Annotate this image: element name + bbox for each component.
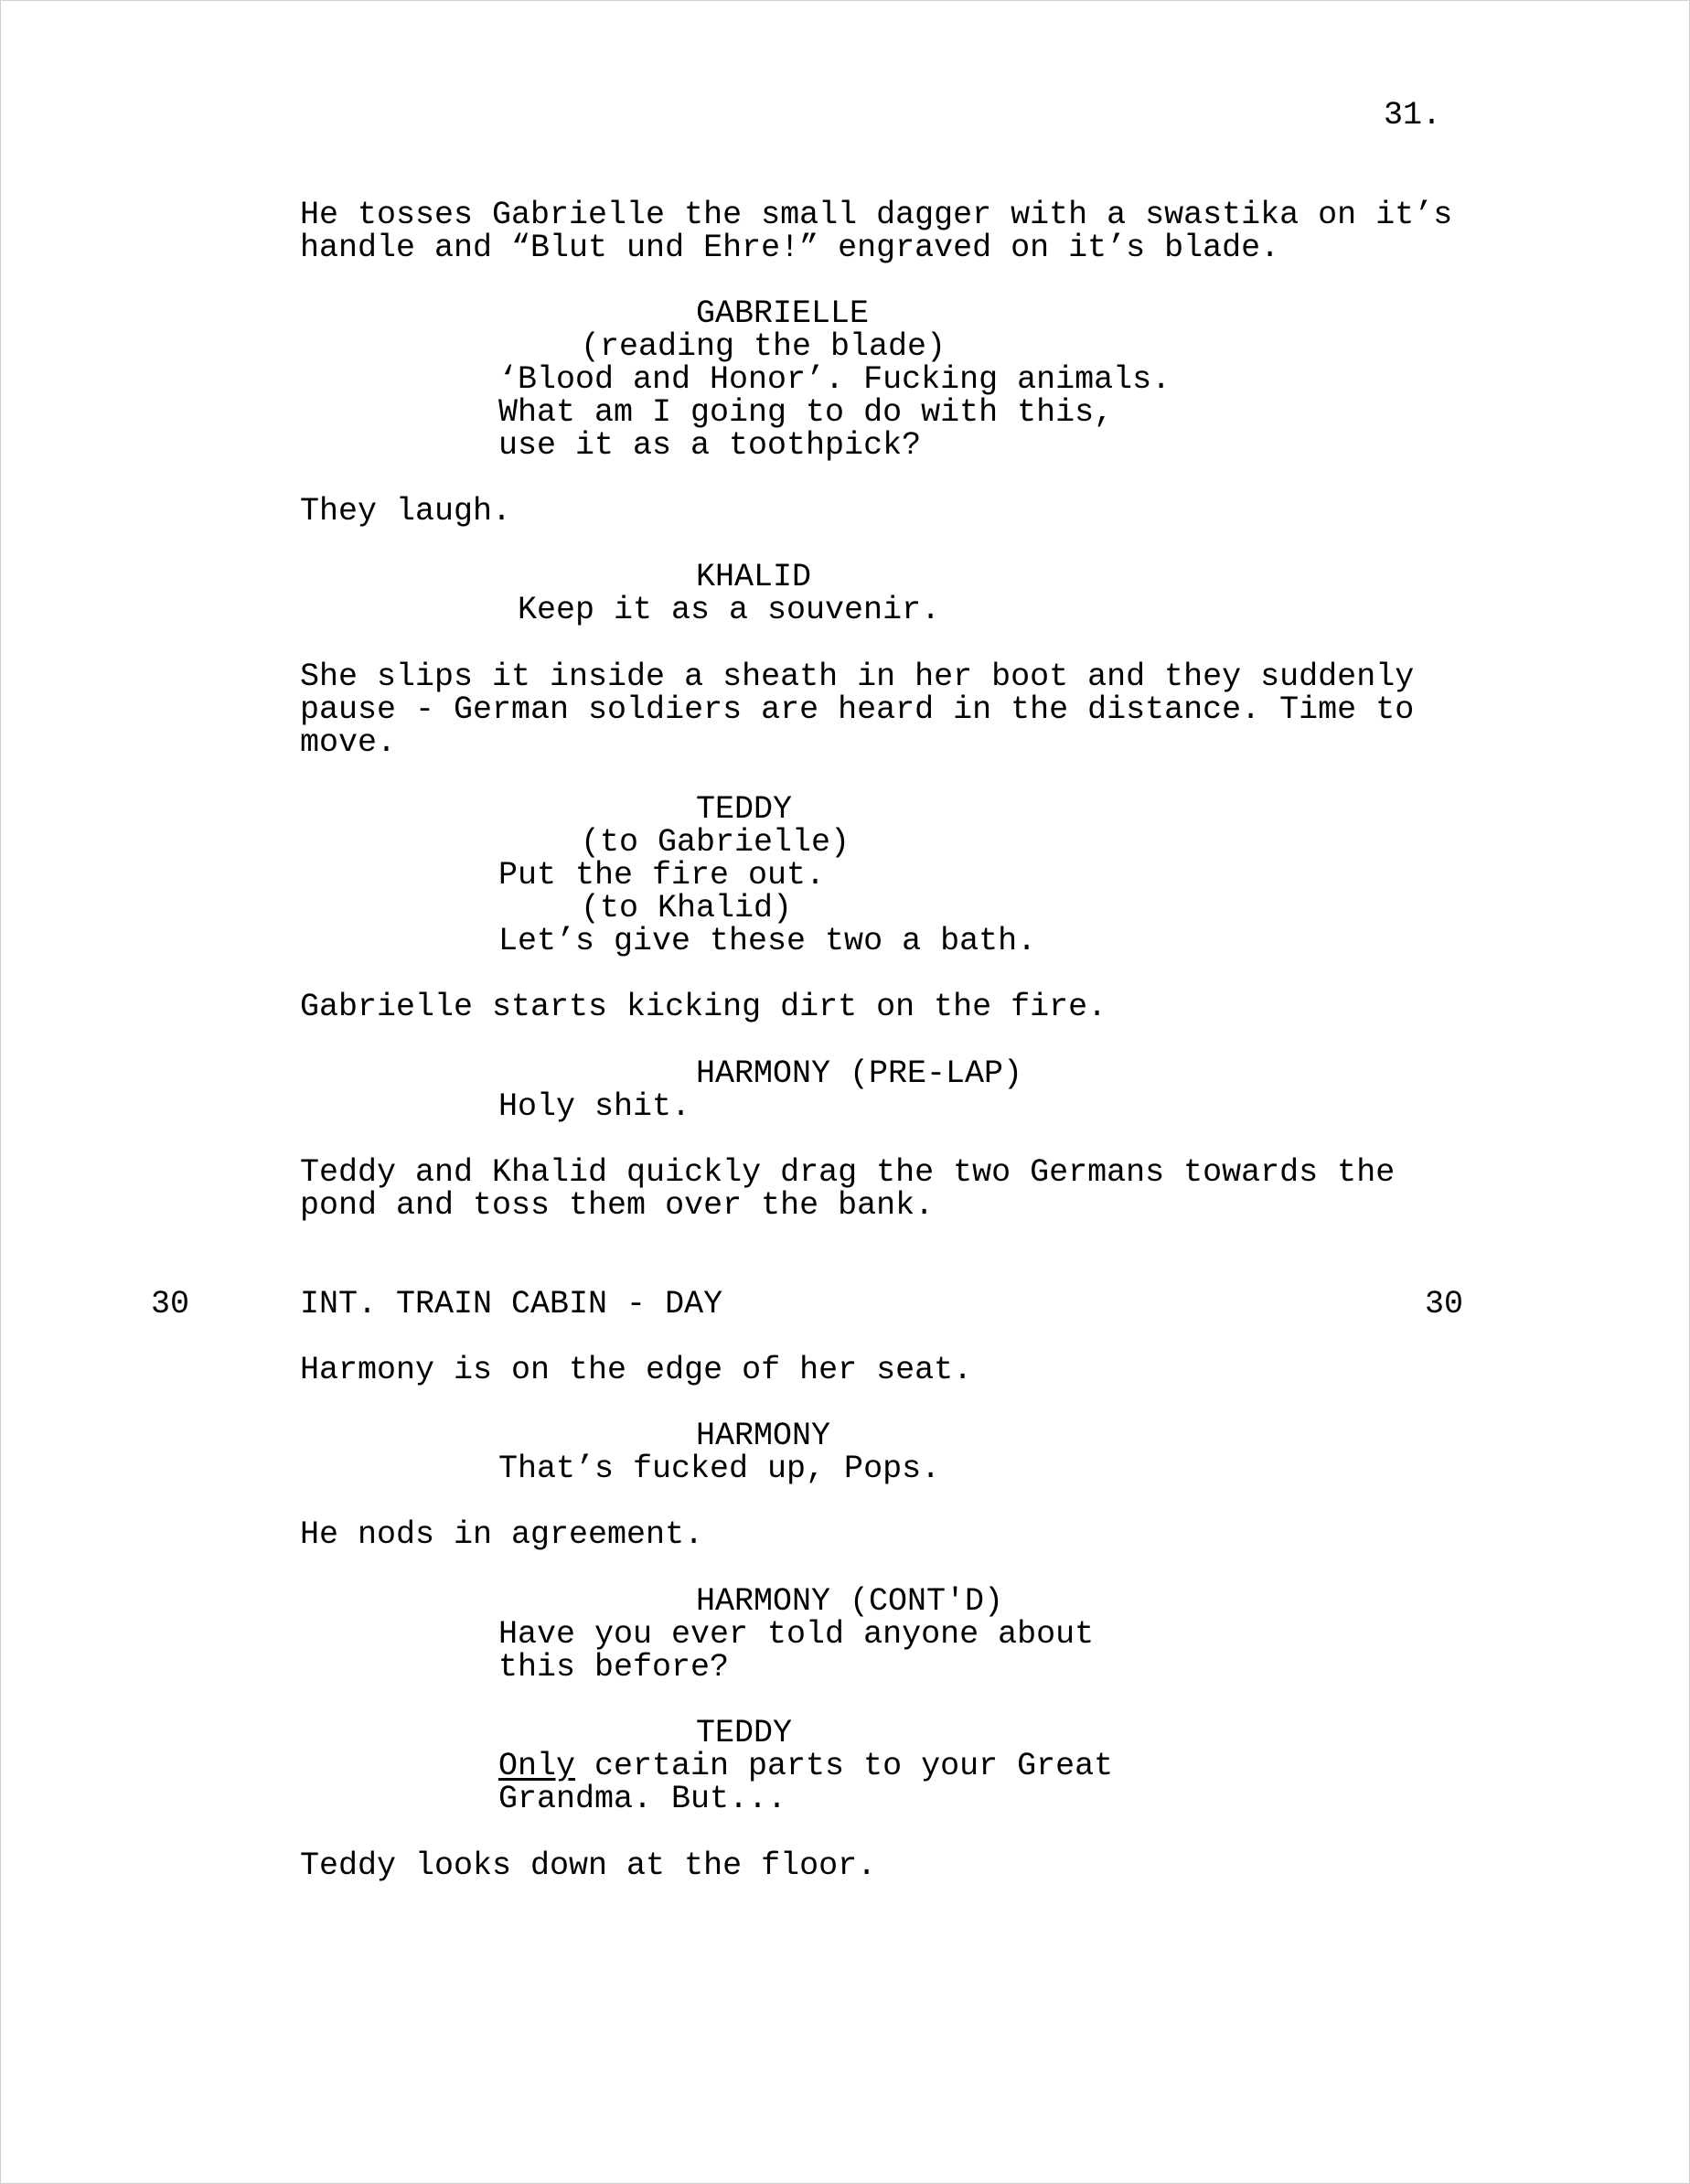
- character-cue: HARMONY (CONT'D): [696, 1583, 1004, 1620]
- parenthetical: (to Gabrielle): [581, 824, 850, 861]
- dialogue-line: That’s fucked up, Pops.: [498, 1451, 941, 1487]
- character-cue: TEDDY: [696, 1715, 793, 1751]
- action-line: move.: [300, 724, 397, 761]
- dialogue-line: Keep it as a souvenir.: [518, 592, 941, 628]
- dialogue-line: Holy shit.: [498, 1088, 691, 1125]
- action-line: She slips it inside a sheath in her boot and they suddenly: [300, 658, 1415, 695]
- dialogue-line: Put the fire out.: [498, 857, 826, 894]
- action-line: Teddy looks down at the floor.: [300, 1847, 877, 1884]
- parenthetical: (reading the blade): [581, 328, 947, 365]
- scene-number-right: 30: [1425, 1286, 1464, 1322]
- dialogue-text: certain parts to your Great: [575, 1748, 1114, 1784]
- scene-number-left: 30: [151, 1286, 190, 1322]
- underlined-word: Only: [498, 1748, 576, 1784]
- action-line: Teddy and Khalid quickly drag the two Germans towards the: [300, 1154, 1396, 1191]
- dialogue-line: ‘Blood and Honor’. Fucking animals.: [498, 361, 1171, 398]
- dialogue-line: use it as a toothpick?: [498, 427, 922, 464]
- action-line: pond and toss them over the bank.: [300, 1187, 935, 1224]
- character-cue: GABRIELLE: [696, 295, 870, 332]
- dialogue-line: What am I going to do with this,: [498, 394, 1114, 431]
- dialogue-line: Have you ever told anyone about: [498, 1616, 1095, 1653]
- dialogue-line: this before?: [498, 1649, 730, 1686]
- character-cue: KHALID: [696, 559, 812, 595]
- character-cue: HARMONY (PRE-LAP): [696, 1055, 1023, 1092]
- dialogue-line: Grandma. But...: [498, 1781, 787, 1817]
- action-line: Gabrielle starts kicking dirt on the fire.: [300, 989, 1107, 1025]
- parenthetical: (to Khalid): [581, 890, 793, 926]
- page-number: 31.: [1384, 97, 1442, 134]
- scene-heading: INT. TRAIN CABIN - DAY: [300, 1286, 723, 1322]
- action-line: handle and “Blut und Ehre!” engraved on it’s blade.: [300, 230, 1280, 266]
- action-line: Harmony is on the edge of her seat.: [300, 1352, 973, 1388]
- action-line: pause - German soldiers are heard in the distance. Time to: [300, 691, 1415, 728]
- action-line: They laugh.: [300, 493, 512, 530]
- character-cue: HARMONY: [696, 1418, 831, 1454]
- character-cue: TEDDY: [696, 791, 793, 828]
- dialogue-line: [498, 1750, 1113, 1783]
- dialogue-line: Let’s give these two a bath.: [498, 923, 1037, 959]
- action-line: He tosses Gabrielle the small dagger with a swastika on it’s: [300, 197, 1453, 233]
- action-line: He nods in agreement.: [300, 1516, 704, 1553]
